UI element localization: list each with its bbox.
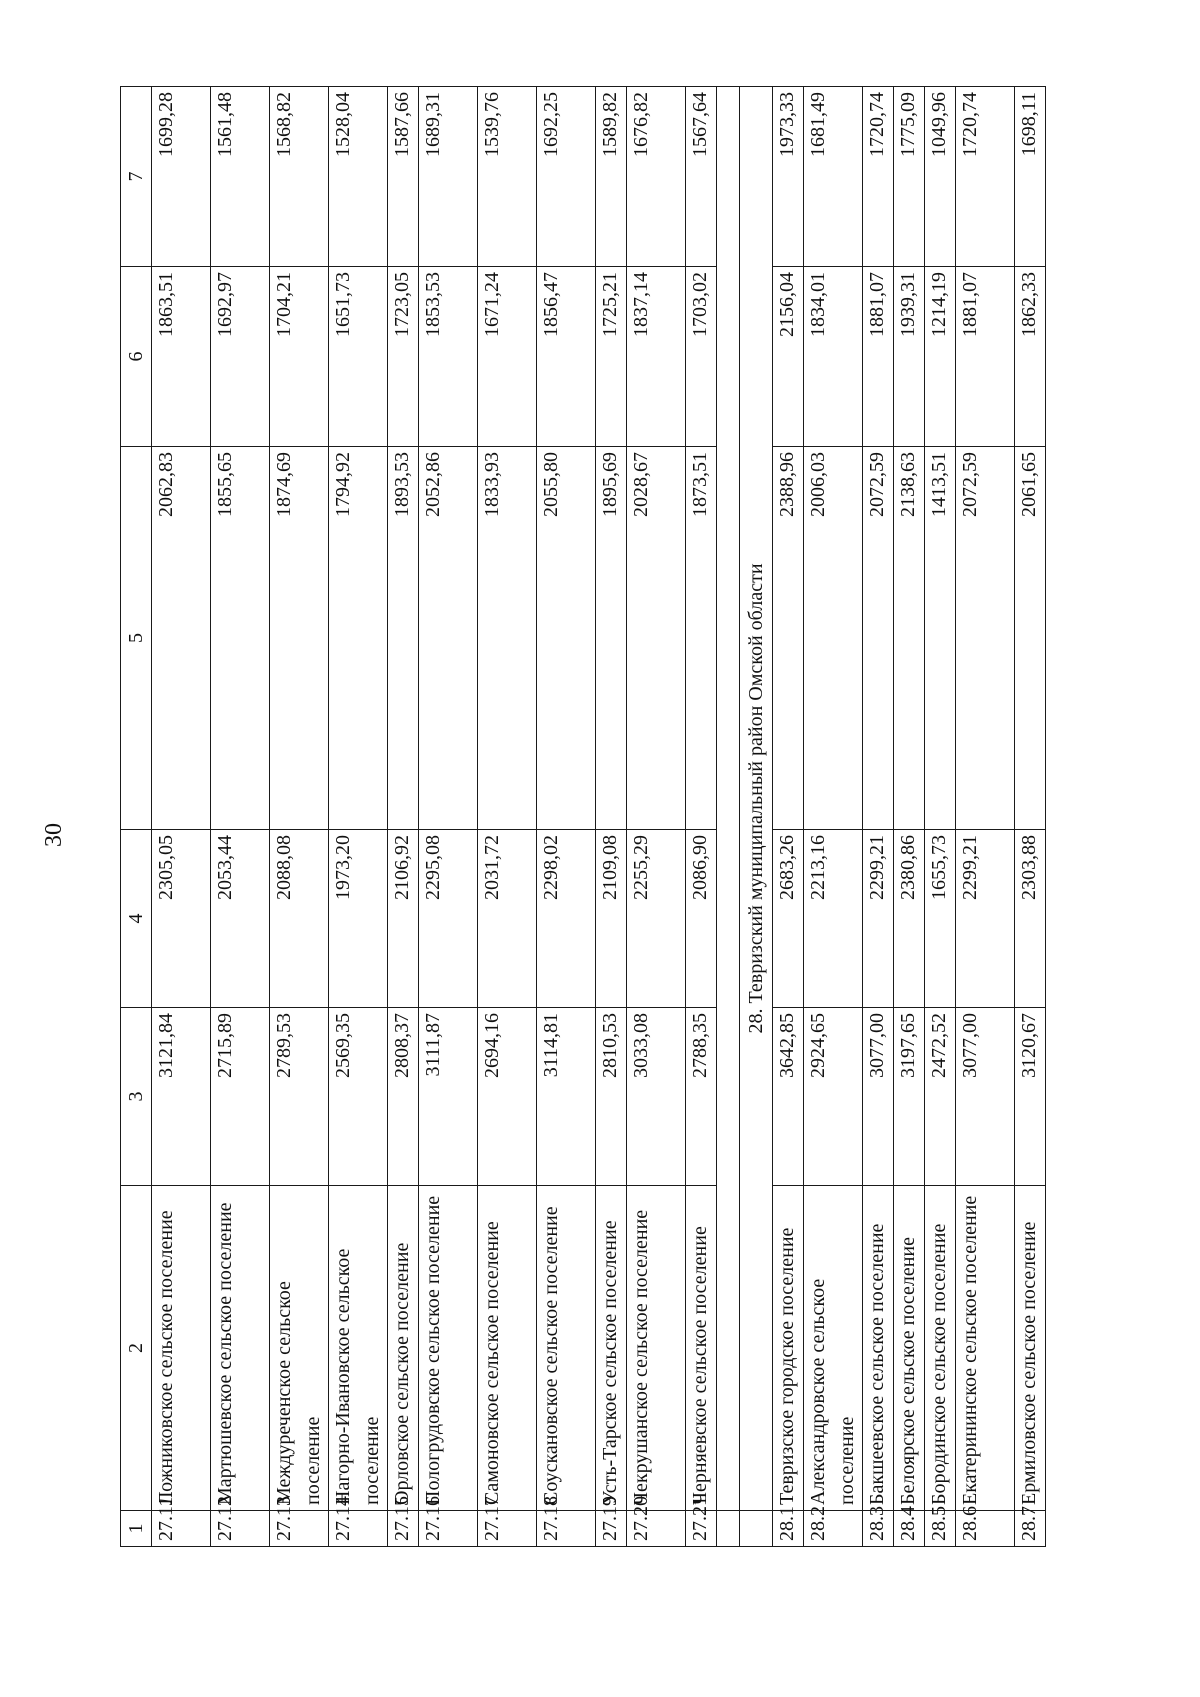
value-cell: 2808,37: [388, 1008, 419, 1186]
value-cell: 2028,67: [627, 447, 686, 830]
value-cell: 1539,76: [478, 87, 537, 267]
row-number: 28.5: [925, 1511, 956, 1547]
value-cell: 1881,07: [956, 267, 1015, 447]
value-cell: 2298,02: [537, 830, 596, 1008]
table-row: [627, 87, 686, 1547]
value-cell: 1723,05: [388, 267, 419, 447]
row-number: 27.18: [537, 1511, 596, 1547]
value-cell: 1655,73: [925, 830, 956, 1008]
value-cell: 1856,47: [537, 267, 596, 447]
value-cell: 2086,90: [686, 830, 717, 1008]
value-cell: 1973,20: [329, 830, 388, 1008]
settlement-name: Чекрушанское сельское поселение: [627, 1186, 686, 1511]
settlement-name: Александровское сельское поселение: [804, 1186, 863, 1511]
value-cell: 2053,44: [211, 830, 270, 1008]
value-cell: 2072,59: [863, 447, 894, 830]
row-number: 27.20: [627, 1511, 686, 1547]
settlement-name: Мартюшевское сельское поселение: [211, 1186, 270, 1511]
table-row: [773, 87, 804, 1547]
value-cell: 2303,88: [1015, 830, 1046, 1008]
value-cell: 2213,16: [804, 830, 863, 1008]
value-cell: 2295,08: [419, 830, 478, 1008]
row-number: 28.2: [804, 1511, 863, 1547]
value-cell: 2156,04: [773, 267, 804, 447]
value-cell: 2789,53: [270, 1008, 329, 1186]
row-number: 27.19: [596, 1511, 627, 1547]
value-cell: 1720,74: [863, 87, 894, 267]
value-cell: 2006,03: [804, 447, 863, 830]
settlement-name: Белоярское сельское поселение: [894, 1186, 925, 1511]
value-cell: 2683,26: [773, 830, 804, 1008]
settlement-name: Самоновское сельское поселение: [478, 1186, 537, 1511]
header-cell: 1: [121, 1511, 152, 1547]
value-cell: 2715,89: [211, 1008, 270, 1186]
value-cell: 1567,64: [686, 87, 717, 267]
settlement-name: Соускановское сельское поселение: [537, 1186, 596, 1511]
row-number: 27.17: [478, 1511, 537, 1547]
table-row: [152, 87, 211, 1547]
value-cell: 1853,53: [419, 267, 478, 447]
section-title: 28. Тевризский муниципальный район Омской области: [740, 87, 773, 1511]
value-cell: 2255,29: [627, 830, 686, 1008]
value-cell: 2072,59: [956, 447, 1015, 830]
value-cell: 2569,35: [329, 1008, 388, 1186]
value-cell: 2810,53: [596, 1008, 627, 1186]
header-cell: 4: [121, 830, 152, 1008]
value-cell: 1725,21: [596, 267, 627, 447]
value-cell: 3033,08: [627, 1008, 686, 1186]
row-number: 28.7: [1015, 1511, 1046, 1547]
table-row: [478, 87, 537, 1547]
value-cell: 2106,92: [388, 830, 419, 1008]
table-row: [596, 87, 627, 1547]
value-cell: 1528,04: [329, 87, 388, 267]
table-row: [388, 87, 419, 1547]
value-cell: 3077,00: [863, 1008, 894, 1186]
value-cell: 2088,08: [270, 830, 329, 1008]
header-cell: 2: [121, 1186, 152, 1511]
table-row: [1015, 87, 1046, 1547]
table-row: [329, 87, 388, 1547]
value-cell: 1681,49: [804, 87, 863, 267]
table-row: [863, 87, 894, 1547]
value-cell: 1692,25: [537, 87, 596, 267]
value-cell: 2031,72: [478, 830, 537, 1008]
value-cell: 1834,01: [804, 267, 863, 447]
value-cell: 2472,52: [925, 1008, 956, 1186]
value-cell: 1775,09: [894, 87, 925, 267]
table-row: [211, 87, 270, 1547]
value-cell: 1689,31: [419, 87, 478, 267]
settlement-name: Орловское сельское поселение: [388, 1186, 419, 1511]
value-cell: 3120,67: [1015, 1008, 1046, 1186]
row-number: 27.21: [686, 1511, 717, 1547]
settlement-name: Междуреченское сельское поселение: [270, 1186, 329, 1511]
value-cell: 2788,35: [686, 1008, 717, 1186]
value-cell: 1568,82: [270, 87, 329, 267]
table-row: [686, 87, 717, 1547]
value-cell: 1863,51: [152, 267, 211, 447]
settlement-name: Пологрудовское сельское поселение: [419, 1186, 478, 1511]
header-cell: 5: [121, 447, 152, 830]
value-cell: 3114,81: [537, 1008, 596, 1186]
settlement-name: Тевризское городское поселение: [773, 1186, 804, 1511]
value-cell: 3121,84: [152, 1008, 211, 1186]
value-cell: 1895,69: [596, 447, 627, 830]
row-number: 27.12: [211, 1511, 270, 1547]
value-cell: 1973,33: [773, 87, 804, 267]
value-cell: 1874,69: [270, 447, 329, 830]
value-cell: 1794,92: [329, 447, 388, 830]
value-cell: 1413,51: [925, 447, 956, 830]
settlement-name: Усть-Тарское сельское поселение: [596, 1186, 627, 1511]
value-cell: 1214,19: [925, 267, 956, 447]
value-cell: 1855,65: [211, 447, 270, 830]
value-cell: 1589,82: [596, 87, 627, 267]
row-number: 27.15: [388, 1511, 419, 1547]
tariff-table: [120, 86, 1046, 1547]
settlement-name: Нагорно-Ивановское сельское поселение: [329, 1186, 388, 1511]
table-row: [537, 87, 596, 1547]
table-row: [804, 87, 863, 1547]
value-cell: 1873,51: [686, 447, 717, 830]
value-cell: 2109,08: [596, 830, 627, 1008]
value-cell: 1692,97: [211, 267, 270, 447]
settlement-name: Бакшеевское сельское поселение: [863, 1186, 894, 1511]
value-cell: 1720,74: [956, 87, 1015, 267]
value-cell: 1833,93: [478, 447, 537, 830]
rotated-table-container: [120, 87, 1080, 1547]
value-cell: 1893,53: [388, 447, 419, 830]
value-cell: 3111,87: [419, 1008, 478, 1186]
value-cell: 2388,96: [773, 447, 804, 830]
value-cell: 3077,00: [956, 1008, 1015, 1186]
value-cell: 1049,96: [925, 87, 956, 267]
value-cell: 1704,21: [270, 267, 329, 447]
value-cell: 1699,28: [152, 87, 211, 267]
value-cell: 1671,24: [478, 267, 537, 447]
value-cell: 2694,16: [478, 1008, 537, 1186]
value-cell: 3197,65: [894, 1008, 925, 1186]
settlement-name: Бородинское сельское поселение: [925, 1186, 956, 1511]
table-row: [894, 87, 925, 1547]
row-number: 27.16: [419, 1511, 478, 1547]
row-number: 28.4: [894, 1511, 925, 1547]
header-row: [121, 87, 152, 1547]
value-cell: 1698,11: [1015, 87, 1046, 267]
value-cell: 1837,14: [627, 267, 686, 447]
table-row: [925, 87, 956, 1547]
value-cell: 2299,21: [956, 830, 1015, 1008]
header-cell: 6: [121, 267, 152, 447]
row-number: 28.6: [956, 1511, 1015, 1547]
value-cell: 2380,86: [894, 830, 925, 1008]
table-row: [956, 87, 1015, 1547]
value-cell: 1561,48: [211, 87, 270, 267]
value-cell: 2062,83: [152, 447, 211, 830]
row-number: 28.3: [863, 1511, 894, 1547]
row-number: 28.1: [773, 1511, 804, 1547]
value-cell: 2138,63: [894, 447, 925, 830]
page-number: 30: [40, 823, 67, 847]
value-cell: 2055,80: [537, 447, 596, 830]
row-number: 27.11: [152, 1511, 211, 1547]
header-cell: 7: [121, 87, 152, 267]
value-cell: 1881,07: [863, 267, 894, 447]
table-row: [270, 87, 329, 1547]
value-cell: 2052,86: [419, 447, 478, 830]
settlement-name: Ермиловское сельское поселение: [1015, 1186, 1046, 1511]
value-cell: 1676,82: [627, 87, 686, 267]
settlement-name: Ложниковское сельское поселение: [152, 1186, 211, 1511]
value-cell: 3642,85: [773, 1008, 804, 1186]
value-cell: 1651,73: [329, 267, 388, 447]
value-cell: 2299,21: [863, 830, 894, 1008]
settlement-name: Екатерининское сельское поселение: [956, 1186, 1015, 1511]
value-cell: 2061,65: [1015, 447, 1046, 830]
section-row: [740, 87, 773, 1547]
value-cell: 1939,31: [894, 267, 925, 447]
value-cell: 2305,05: [152, 830, 211, 1008]
row-number: 27.14: [329, 1511, 388, 1547]
settlement-name: Черняевское сельское поселение: [686, 1186, 717, 1511]
row-number: 27.13: [270, 1511, 329, 1547]
value-cell: 1703,02: [686, 267, 717, 447]
value-cell: 2924,65: [804, 1008, 863, 1186]
spacer-row: [717, 87, 740, 1547]
header-cell: 3: [121, 1008, 152, 1186]
value-cell: 1862,33: [1015, 267, 1046, 447]
value-cell: 1587,66: [388, 87, 419, 267]
table-row: [419, 87, 478, 1547]
